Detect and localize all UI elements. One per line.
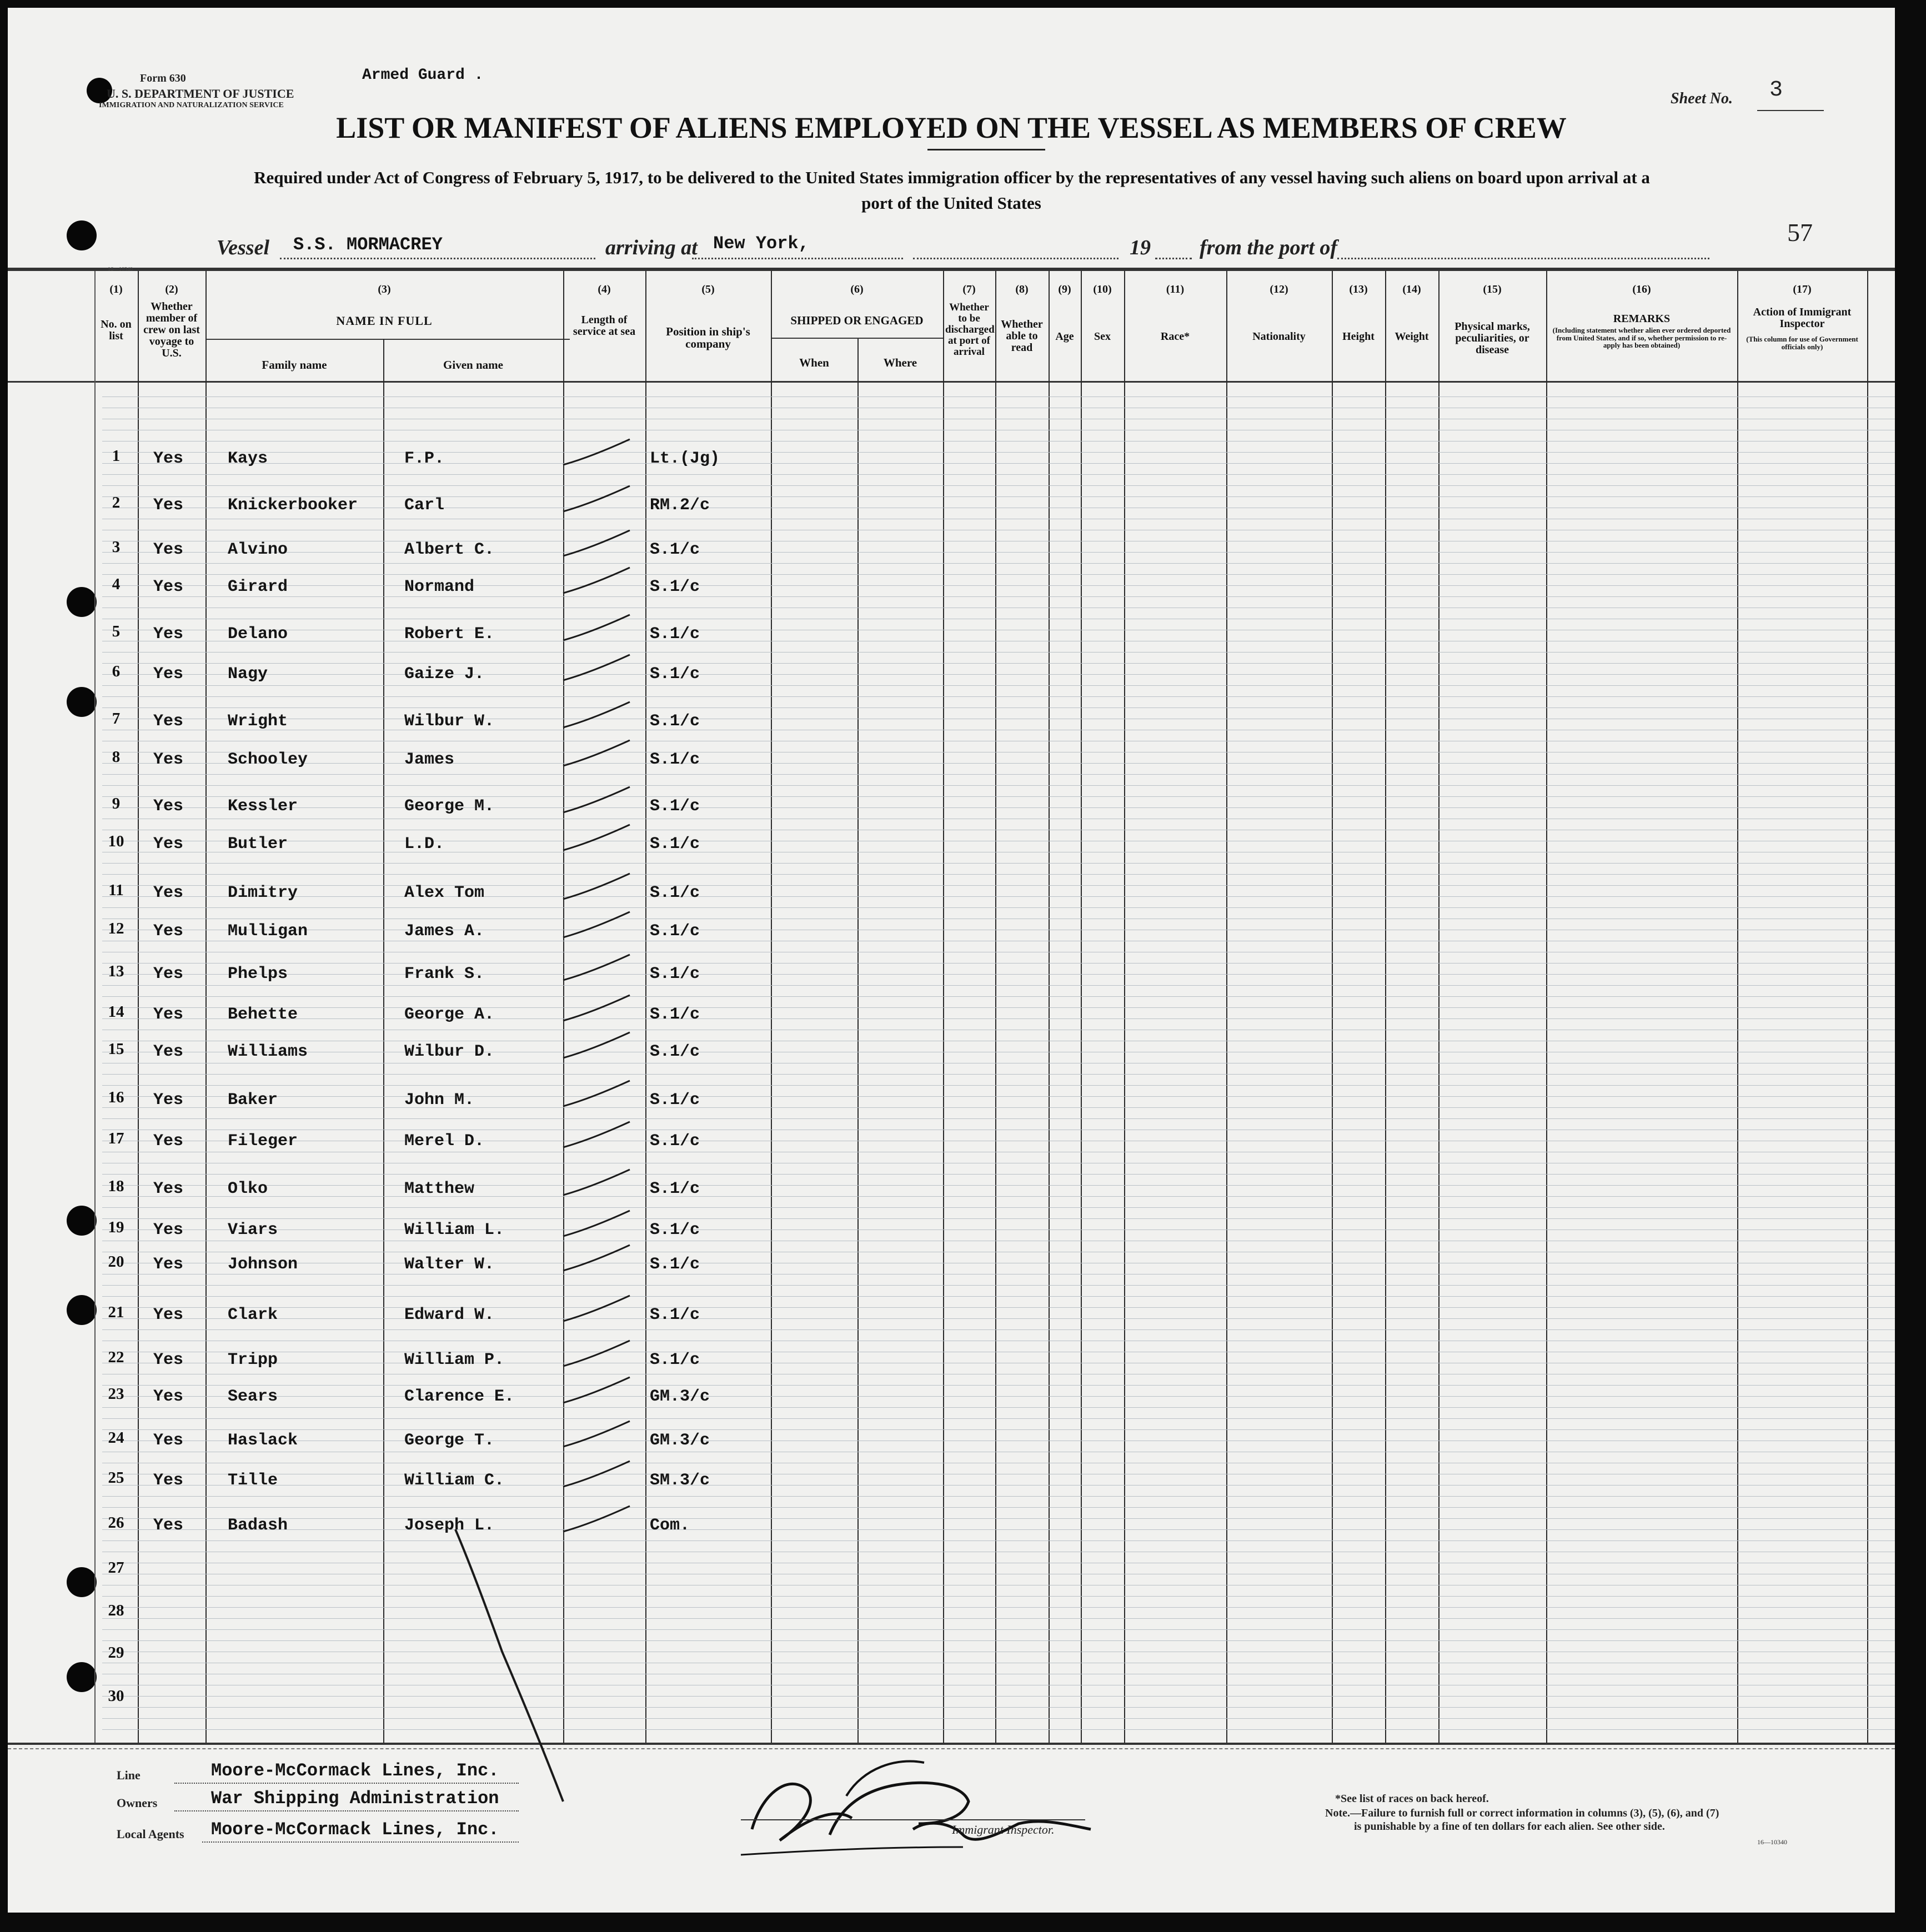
footer-agents-value: Moore-McCormack Lines, Inc. xyxy=(211,1819,499,1840)
year-prefix: 19 xyxy=(1130,236,1151,259)
col6-when-label: When xyxy=(799,356,829,369)
row-family-name: Kessler xyxy=(228,797,298,816)
row-family-name: Girard xyxy=(228,578,288,596)
row-position: S.1/c xyxy=(650,1042,700,1061)
row-number: 7 xyxy=(112,710,121,727)
row-previous-voyage: Yes xyxy=(153,1042,184,1061)
row-number: 30 xyxy=(108,1687,124,1705)
row-given-name: James A. xyxy=(404,922,485,941)
row-given-name: Robert E. xyxy=(404,625,495,644)
row-family-name: Williams xyxy=(228,1042,308,1061)
col4-number: (4) xyxy=(598,283,611,295)
col14-label: Weight xyxy=(1395,330,1429,343)
col7-label: Whether to be discharged at port of arrival xyxy=(945,302,995,358)
row-previous-voyage: Yes xyxy=(153,665,184,684)
row-given-name: F.P. xyxy=(404,449,445,468)
row-given-name: L.D. xyxy=(404,835,445,854)
row-previous-voyage: Yes xyxy=(153,496,184,515)
inspector-signature-line xyxy=(741,1819,1085,1820)
row-position: SM.3/c xyxy=(650,1471,710,1490)
row-given-name: Edward W. xyxy=(404,1306,495,1324)
row-previous-voyage: Yes xyxy=(153,835,184,854)
row-given-name: Alex Tom xyxy=(404,884,485,902)
row-number: 9 xyxy=(112,795,121,812)
subtitle-line1: Required under Act of Congress of February 5, 1917, to be delivered to the United States immigration officer by the representatives of any vessel having such aliens on board upon arrival at a xyxy=(254,168,1650,187)
department-label: U. S. DEPARTMENT OF JUSTICE xyxy=(107,87,294,101)
col11-label: Race* xyxy=(1160,330,1190,343)
row-position: S.1/c xyxy=(650,1306,700,1324)
row-given-name: Gaize J. xyxy=(404,665,485,684)
col2-number: (2) xyxy=(165,283,178,295)
row-number: 4 xyxy=(112,575,121,593)
row-position: S.1/c xyxy=(650,884,700,902)
col12-number: (12) xyxy=(1270,283,1288,295)
footer-owners-dots xyxy=(174,1810,519,1811)
row-number: 11 xyxy=(108,881,124,899)
row-family-name: Sears xyxy=(228,1387,278,1406)
row-previous-voyage: Yes xyxy=(153,797,184,816)
row-given-name: Frank S. xyxy=(404,965,485,983)
row-previous-voyage: Yes xyxy=(153,1132,184,1151)
row-given-name: Joseph L. xyxy=(404,1516,495,1535)
col10-label: Sex xyxy=(1094,330,1111,343)
col6-number: (6) xyxy=(850,283,864,295)
row-position: S.1/c xyxy=(650,835,700,854)
col17-note: (This column for use of Government officials only) xyxy=(1746,335,1858,351)
page-title: LIST OR MANIFEST OF ALIENS EMPLOYED ON THE VESSEL AS MEMBERS OF CREW xyxy=(336,111,1567,144)
row-position: S.1/c xyxy=(650,1351,700,1369)
row-position: S.1/c xyxy=(650,1091,700,1110)
row-given-name: Clarence E. xyxy=(404,1387,515,1406)
row-number: 1 xyxy=(112,447,121,465)
row-number: 28 xyxy=(108,1602,124,1619)
row-family-name: Mulligan xyxy=(228,922,308,941)
row-previous-voyage: Yes xyxy=(153,625,184,644)
row-family-name: Wright xyxy=(228,712,288,731)
row-given-name: William L. xyxy=(404,1221,505,1240)
row-family-name: Delano xyxy=(228,625,288,644)
col9-number: (9) xyxy=(1058,283,1071,295)
row-previous-voyage: Yes xyxy=(153,1516,184,1535)
row-position: GM.3/c xyxy=(650,1431,710,1450)
row-previous-voyage: Yes xyxy=(153,1471,184,1490)
row-number: 29 xyxy=(108,1644,124,1662)
row-number: 8 xyxy=(112,748,121,766)
col3-given-label: Given name xyxy=(443,358,503,372)
col5-label: Position in ship's company xyxy=(666,325,750,351)
penalty-note-2: is punishable by a fine of ten dollars for each alien. See other side. xyxy=(1354,1820,1665,1833)
inspector-signature xyxy=(730,1724,1130,1868)
col2-label: Whether member of crew on last voyage to U.S. xyxy=(143,300,200,359)
from-port-label: from the port of xyxy=(1200,236,1338,259)
row-position: S.1/c xyxy=(650,1221,700,1240)
row-family-name: Tripp xyxy=(228,1351,278,1369)
row-family-name: Fileger xyxy=(228,1132,298,1151)
row-number: 16 xyxy=(108,1088,124,1106)
row-family-name: Schooley xyxy=(228,750,308,769)
row-position: S.1/c xyxy=(650,922,700,941)
row-position: S.1/c xyxy=(650,965,700,983)
row-number: 27 xyxy=(108,1559,124,1577)
row-number: 19 xyxy=(108,1218,124,1236)
col11-number: (11) xyxy=(1166,283,1185,295)
row-position: S.1/c xyxy=(650,750,700,769)
row-number: 14 xyxy=(108,1003,124,1021)
row-family-name: Viars xyxy=(228,1221,278,1240)
races-note: *See list of races on back hereof. xyxy=(1335,1793,1489,1805)
vessel-label: Vessel xyxy=(217,236,269,259)
row-given-name: Normand xyxy=(404,578,475,596)
row-family-name: Dimitry xyxy=(228,884,298,902)
footer-code: 16—10340 xyxy=(1757,1838,1787,1846)
col1-number: (1) xyxy=(109,283,123,295)
row-number: 25 xyxy=(108,1469,124,1487)
row-position: S.1/c xyxy=(650,578,700,596)
row-family-name: Tille xyxy=(228,1471,278,1490)
col13-number: (13) xyxy=(1349,283,1368,295)
col7-number: (7) xyxy=(962,283,976,295)
row-number: 3 xyxy=(112,538,121,556)
row-position: S.1/c xyxy=(650,540,700,559)
row-position: Lt.(Jg) xyxy=(650,449,720,468)
row-given-name: Carl xyxy=(404,496,445,515)
col3-number: (3) xyxy=(378,283,391,295)
footer-owners-value: War Shipping Administration xyxy=(211,1788,499,1809)
row-previous-voyage: Yes xyxy=(153,1091,184,1110)
row-number: 26 xyxy=(108,1514,124,1532)
row-given-name: George M. xyxy=(404,797,495,816)
row-previous-voyage: Yes xyxy=(153,965,184,983)
row-given-name: William C. xyxy=(404,1471,505,1490)
row-number: 20 xyxy=(108,1253,124,1271)
col4-label: Length of service at sea xyxy=(573,314,636,338)
row-position: S.1/c xyxy=(650,712,700,731)
row-position: S.1/c xyxy=(650,1132,700,1151)
page-mark: 57 xyxy=(1787,218,1813,247)
row-family-name: Baker xyxy=(228,1091,278,1110)
row-number: 17 xyxy=(108,1130,124,1147)
row-position: Com. xyxy=(650,1516,690,1535)
col3-label: NAME IN FULL xyxy=(336,314,433,328)
row-given-name: George T. xyxy=(404,1431,495,1450)
row-family-name: Alvino xyxy=(228,540,288,559)
row-position: RM.2/c xyxy=(650,496,710,515)
row-family-name: Behette xyxy=(228,1005,298,1024)
col15-label: Physical marks, peculiarities, or disease xyxy=(1454,320,1530,356)
row-previous-voyage: Yes xyxy=(153,1387,184,1406)
sheet-number: 3 xyxy=(1769,78,1783,103)
col3-family-label: Family name xyxy=(262,358,327,372)
row-position: S.1/c xyxy=(650,1255,700,1274)
col17-label: Action of Immigrant Inspector xyxy=(1753,306,1852,330)
row-position: GM.3/c xyxy=(650,1387,710,1406)
col8-label: Whether able to read xyxy=(1001,318,1043,354)
col1-label: No. on list xyxy=(101,318,132,342)
row-given-name: Albert C. xyxy=(404,540,495,559)
row-number: 24 xyxy=(108,1429,124,1447)
col6-label: SHIPPED OR ENGAGED xyxy=(790,314,924,327)
row-number: 13 xyxy=(108,962,124,980)
armed-guard-note: Armed Guard . xyxy=(362,67,484,84)
col16-number: (16) xyxy=(1632,283,1651,295)
row-previous-voyage: Yes xyxy=(153,578,184,596)
row-family-name: Butler xyxy=(228,835,288,854)
row-given-name: Wilbur D. xyxy=(404,1042,495,1061)
row-given-name: Matthew xyxy=(404,1180,475,1198)
col15-number: (15) xyxy=(1483,283,1502,295)
row-number: 23 xyxy=(108,1385,124,1403)
row-previous-voyage: Yes xyxy=(153,884,184,902)
row-number: 21 xyxy=(108,1303,124,1321)
row-previous-voyage: Yes xyxy=(153,540,184,559)
row-previous-voyage: Yes xyxy=(153,1431,184,1450)
row-previous-voyage: Yes xyxy=(153,1005,184,1024)
row-given-name: Walter W. xyxy=(404,1255,495,1274)
row-family-name: Olko xyxy=(228,1180,268,1198)
row-family-name: Kays xyxy=(228,449,268,468)
row-previous-voyage: Yes xyxy=(153,1255,184,1274)
row-family-name: Johnson xyxy=(228,1255,298,1274)
row-family-name: Haslack xyxy=(228,1431,298,1450)
row-position: S.1/c xyxy=(650,1180,700,1198)
col16-note: (Including statement whether alien ever ordered deported from United States, and if so, whether permission to re-apply has been obtained) xyxy=(1552,326,1731,350)
row-family-name: Badash xyxy=(228,1516,288,1535)
service-label: IMMIGRATION AND NATURALIZATION SERVICE xyxy=(99,101,284,109)
col16-label: REMARKS xyxy=(1613,313,1671,325)
sheet-label: Sheet No. xyxy=(1671,90,1733,107)
row-given-name: George A. xyxy=(404,1005,495,1024)
footer-agents-dots xyxy=(202,1841,519,1843)
row-previous-voyage: Yes xyxy=(153,1306,184,1324)
row-number: 15 xyxy=(108,1040,124,1058)
vessel-name: S.S. MORMACREY xyxy=(293,234,443,255)
footer-line-label: Line xyxy=(117,1768,141,1782)
col12-label: Nationality xyxy=(1252,330,1306,343)
row-number: 12 xyxy=(108,920,124,937)
row-previous-voyage: Yes xyxy=(153,750,184,769)
row-given-name: William P. xyxy=(404,1351,505,1369)
col14-number: (14) xyxy=(1402,283,1421,295)
col13-label: Height xyxy=(1342,330,1375,343)
row-position: S.1/c xyxy=(650,625,700,644)
row-previous-voyage: Yes xyxy=(153,1180,184,1198)
col8-number: (8) xyxy=(1015,283,1029,295)
arriving-port: New York, xyxy=(713,233,809,254)
row-number: 18 xyxy=(108,1177,124,1195)
row-given-name: John M. xyxy=(404,1091,475,1110)
row-previous-voyage: Yes xyxy=(153,1351,184,1369)
row-number: 5 xyxy=(112,623,121,640)
row-previous-voyage: Yes xyxy=(153,1221,184,1240)
row-family-name: Nagy xyxy=(228,665,268,684)
print-code: 16—10340 xyxy=(108,267,133,273)
form-number: Form 630 xyxy=(140,72,186,84)
row-number: 22 xyxy=(108,1348,124,1366)
col6-where-label: Where xyxy=(883,356,917,369)
manifest-page xyxy=(8,8,1895,1913)
penalty-note-1: Note.—Failure to furnish full or correct information in columns (3), (5), (6), and (7) xyxy=(1325,1807,1719,1819)
row-number: 10 xyxy=(108,832,124,850)
arriving-label: arriving at xyxy=(605,236,698,259)
col17-number: (17) xyxy=(1793,283,1812,295)
footer-line-value: Moore-McCormack Lines, Inc. xyxy=(211,1760,499,1781)
footer-agents-label: Local Agents xyxy=(117,1827,184,1841)
pen-stroke xyxy=(8,8,1895,1913)
row-given-name: Merel D. xyxy=(404,1132,485,1151)
col5-number: (5) xyxy=(701,283,715,295)
col9-label: Age xyxy=(1055,330,1074,343)
row-given-name: Wilbur W. xyxy=(404,712,495,731)
row-number: 2 xyxy=(112,494,121,511)
row-family-name: Knickerbooker xyxy=(228,496,358,515)
row-previous-voyage: Yes xyxy=(153,712,184,731)
footer-line-dots xyxy=(174,1783,519,1784)
row-family-name: Clark xyxy=(228,1306,278,1324)
inspector-label: Immigrant Inspector. xyxy=(952,1823,1055,1836)
col10-number: (10) xyxy=(1093,283,1112,295)
row-position: S.1/c xyxy=(650,665,700,684)
footer-owners-label: Owners xyxy=(117,1796,158,1810)
row-given-name: James xyxy=(404,750,455,769)
subtitle-line2: port of the United States xyxy=(861,193,1041,213)
row-previous-voyage: Yes xyxy=(153,922,184,941)
row-number: 6 xyxy=(112,663,121,680)
row-position: S.1/c xyxy=(650,797,700,816)
row-position: S.1/c xyxy=(650,1005,700,1024)
row-family-name: Phelps xyxy=(228,965,288,983)
row-previous-voyage: Yes xyxy=(153,449,184,468)
